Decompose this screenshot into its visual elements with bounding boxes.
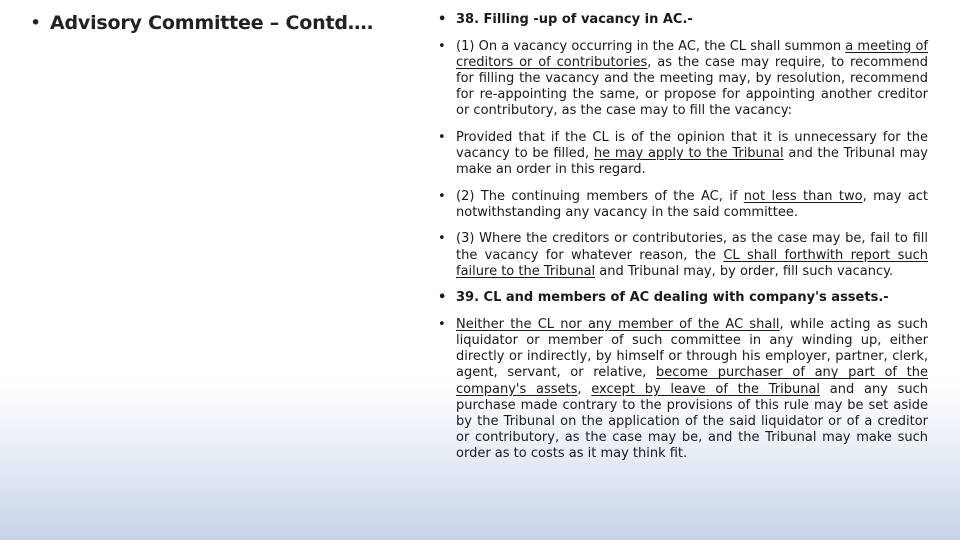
text-segment: and any such purchase made contrary to the provisions of this rule may be set aside by the Tribunal on the application of the said liquidator or of a creditor or contributory, as the case may be, and the Tribunal may make such order as to costs as it may think fit. — [456, 381, 929, 462]
bullet-icon: • — [438, 316, 446, 332]
text-segment: and the Tribunal may make an order in this regard. — [456, 146, 928, 178]
bullet-icon: • — [438, 188, 446, 204]
text-segment: , may act notwithstanding any vacancy in the said committee. — [456, 188, 928, 220]
underlined-text: become purchaser of any part of the company's assets — [456, 365, 928, 397]
underlined-text: except by leave of the Tribunal — [591, 381, 821, 397]
text-segment: (1) On a vacancy occurring in the AC, the CL shall summon — [456, 38, 846, 54]
text-segment: Provided that if the CL is of the opinion that it is unnecessary for the vacancy to be filled, — [456, 129, 928, 162]
list-item-proviso — [438, 130, 928, 179]
underlined-text: not less than two — [743, 188, 863, 204]
rule-38-heading: 38. Filling -up of vacancy in AC.- — [456, 12, 693, 27]
bullet-icon: • — [30, 12, 42, 34]
underlined-text: he may apply to the Tribunal — [593, 146, 784, 162]
bullet-icon: • — [438, 12, 447, 27]
list-item-rule-38-3 — [438, 231, 928, 280]
text-segment: , — [577, 381, 592, 397]
bullet-icon: • — [438, 38, 446, 54]
text-segment: and Tribunal may, by order, fill such vacancy. — [595, 263, 894, 279]
text-segment: , while acting as such liquidator or member of such committee in any winding up, either directly or indirectly, by himself or through his employer, partner, clerk, agent, servant, or relative, — [456, 316, 928, 381]
list-item-rule-38-2 — [438, 189, 928, 221]
text-segment: (3) Where the creditors or contributories, as the case may be, fail to fill the vacancy for whatever reason, the — [456, 231, 928, 263]
list-item-rule-38-1 — [438, 39, 928, 120]
slide-title-text: Advisory Committee – Contd…. — [50, 12, 374, 34]
text-segment: , as the case may require, to recommend for filling the vacancy and the meeting may, by resolution, recommend for re-appointing the same, or propose for appointing another creditor or contributory, as the case may to fill the vacancy: — [456, 54, 928, 119]
bullet-icon: • — [438, 231, 446, 247]
list-item-rule-38-heading — [438, 12, 928, 28]
rule-39-heading: 39. CL and members of AC dealing with company's assets.- — [456, 290, 889, 306]
underlined-text: CL shall forthwith report such failure to the Tribunal — [456, 247, 928, 279]
content-list — [438, 12, 928, 473]
bullet-icon: • — [438, 290, 447, 306]
underlined-text: a meeting of creditors or of contributories — [456, 38, 929, 70]
text-segment: (2) The continuing members of the AC, if — [456, 188, 744, 204]
list-item-rule-39-heading — [438, 290, 928, 306]
bullet-icon: • — [438, 129, 446, 145]
slide-title — [30, 12, 390, 34]
underlined-text: Neither the CL nor any member of the AC shall — [456, 316, 780, 332]
list-item-rule-39 — [438, 317, 928, 463]
